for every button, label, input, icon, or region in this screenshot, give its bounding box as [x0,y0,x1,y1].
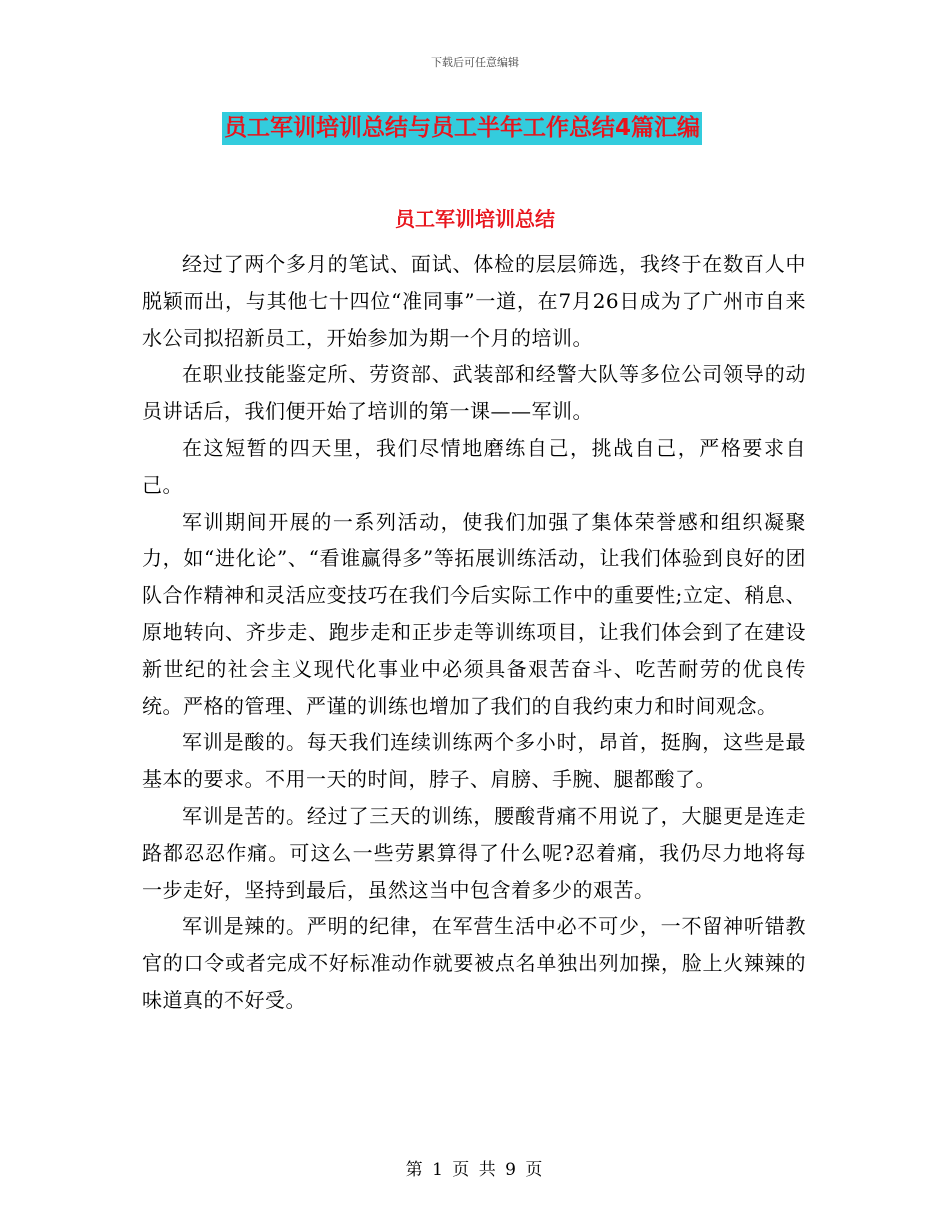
paragraph: 在这短暂的四天里，我们尽情地磨练自己，挑战自己，严格要求自己。 [142,435,806,497]
paragraph: 军训是辣的。严明的纪律，在军营生活中必不可少，一不留神听错教官的口令或者完成不好标准动作就要被点名单独出列加操，脸上火辣辣的味道真的不好受。 [142,914,806,1012]
paragraph: 军训是苦的。经过了三天的训练，腰酸背痛不用说了，大腿更是连走路都忍忍作痛。可这么一些劳累算得了什么呢?忍着痛，我仍尽力地将每一步走好，坚持到最后，虽然这当中包含着多少的艰苦。 [142,803,806,902]
section-title: 员工军训培训总结 [395,207,555,231]
document-title: 员工军训培训总结与员工半年工作总结4篇汇编 [222,112,702,145]
paragraph: 经过了两个多月的笔试、面试、体检的层层筛选，我终于在数百人中脱颖而出，与其他七十四位“准同事”一道，在7月26日成为了广州市自来水公司拟招新员工，开始参加为期一个月的培训。 [142,252,806,350]
header-note: 下载后可任意编辑 [431,56,519,69]
paragraph: 军训是酸的。每天我们连续训练两个多小时，昂首，挺胸，这些是最基本的要求。不用一天的时间，脖子、肩膀、手腕、腿都酸了。 [142,730,806,792]
paragraph: 在职业技能鉴定所、劳资部、武装部和经警大队等多位公司领导的动员讲话后，我们便开始了培训的第一课——军训。 [142,362,806,424]
paragraph: 军训期间开展的一系列活动，使我们加强了集体荣誉感和组织凝聚力，如“进化论”、“看谁赢得多”等拓展训练活动，让我们体验到良好的团队合作精神和灵活应变技巧在我们今后实际工作中的重要性;立定、稍息、原地转向、齐步走、跑步走和正步走等训练项目，让我们体会到了在建设新世纪的社会主义现代化事业中必须具备艰苦奋斗、吃苦耐劳的优良传统。严格的管理、严谨的训练也增加了我们的自我约束力和时间观念。 [142,509,806,718]
document-body [142,246,806,1019]
page-number: 第 1 页 共 9 页 [405,1160,545,1180]
